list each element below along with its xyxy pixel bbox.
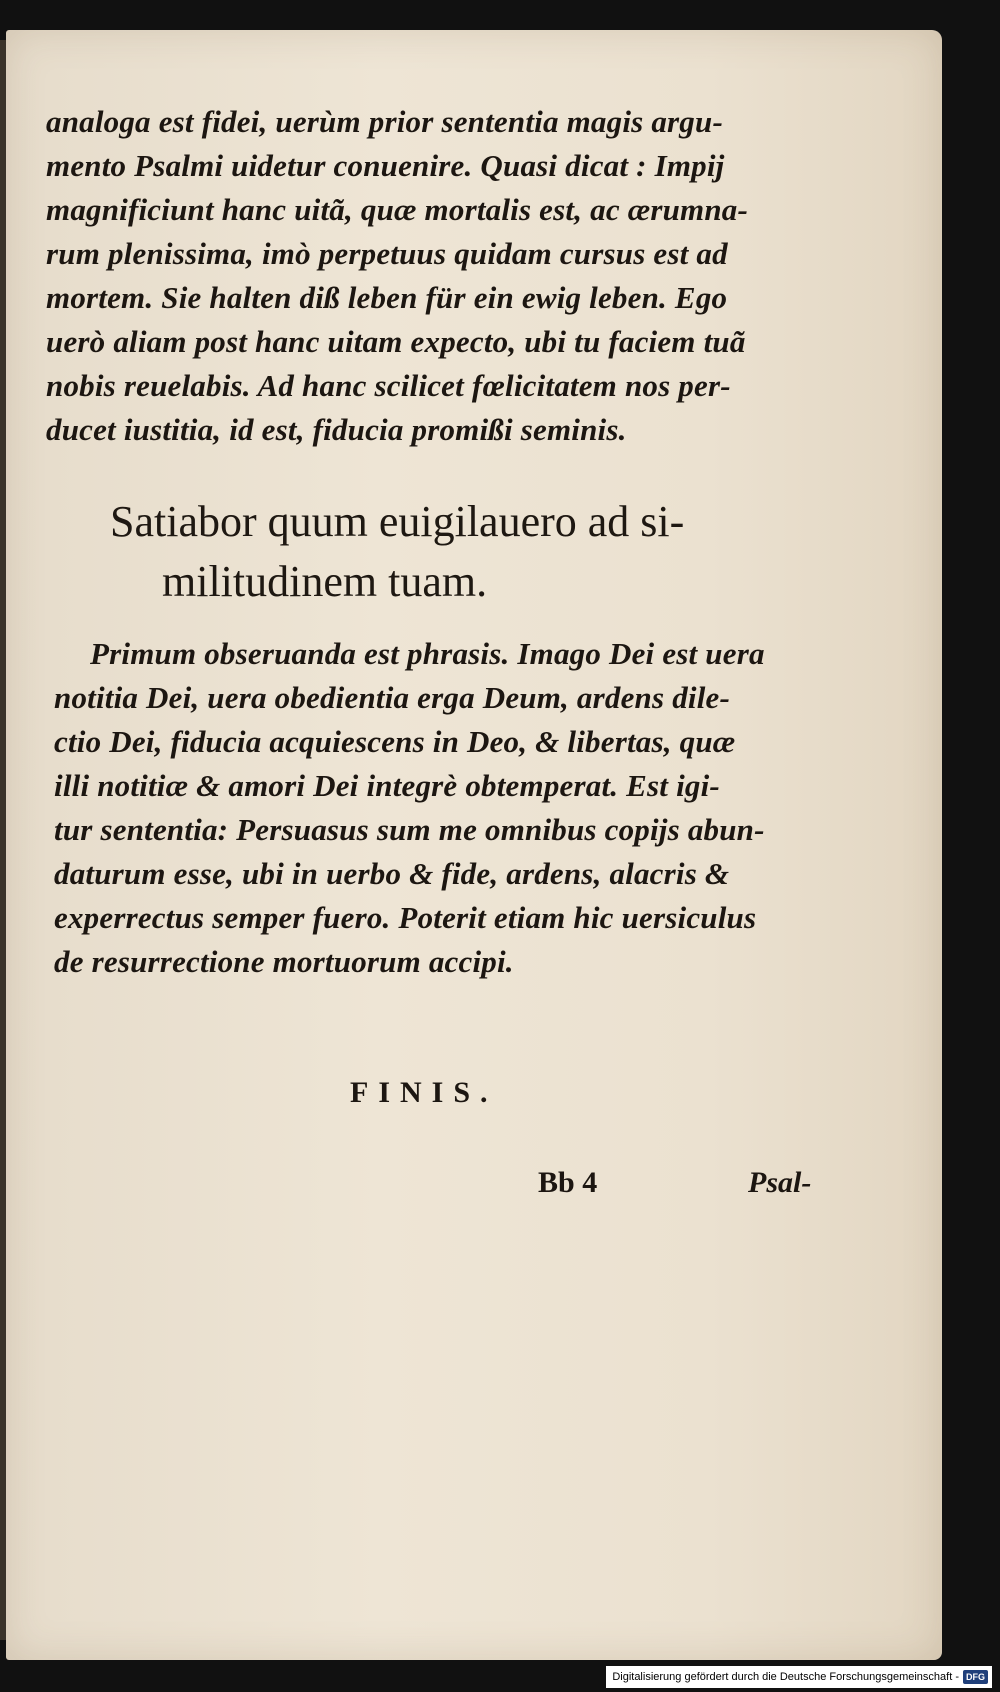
heading-line: Satiabor quum euigilauero ad si-: [110, 497, 685, 546]
text-line: experrectus semper fuero. Poterit etiam hic uersiculus: [54, 900, 757, 935]
text-line: de resurrectione mortuorum accipi.: [54, 944, 514, 979]
text-line: ducet iustitia, id est, fiducia promißi seminis.: [46, 412, 627, 447]
text-line: nobis reuelabis. Ad hanc scilicet fœlicitatem nos per-: [46, 368, 731, 403]
footer-credit: Digitalisierung gefördert durch die Deutsche Forschungsgemeinschaft -: [612, 1671, 959, 1683]
text-line: tur sententia: Persuasus sum me omnibus copijs abun-: [54, 812, 765, 847]
heading-line: militudinem tuam.: [162, 557, 488, 606]
text-line: rum plenissima, imò perpetuus quidam cursus est ad: [46, 236, 728, 271]
signature-mark: Bb 4: [538, 1166, 598, 1199]
catchword: Psal-: [748, 1166, 812, 1199]
text-line: magnificiunt hanc uitã, quæ mortalis est, ac ærumna-: [46, 192, 748, 227]
dfg-logo-icon: DFG: [963, 1670, 988, 1684]
finis-mark: FINIS.: [350, 1076, 498, 1109]
text-line: uerò aliam post hanc uitam expecto, ubi tu faciem tuã: [46, 324, 746, 359]
text-line: notitia Dei, uera obedientia erga Deum, ardens dile-: [54, 680, 731, 715]
digitization-footer: [606, 1666, 992, 1688]
text-line: illi notitiæ & amori Dei integrè obtemperat. Est igi-: [54, 768, 720, 803]
text-line: mortem. Sie halten diß leben für ein ewig leben. Ego: [46, 280, 728, 315]
book-page: [6, 30, 942, 1660]
text-line: Primum obseruanda est phrasis. Imago Dei est uera: [90, 636, 765, 671]
text-line: mento Psalmi uidetur conuenire. Quasi dicat : Impij: [46, 148, 725, 183]
text-line: ctio Dei, fiducia acquiescens in Deo, & libertas, quæ: [54, 724, 736, 759]
text-line: daturum esse, ubi in uerbo & fide, ardens, alacris &: [54, 856, 730, 891]
text-line: analoga est fidei, uerùm prior sententia magis argu-: [46, 104, 723, 139]
